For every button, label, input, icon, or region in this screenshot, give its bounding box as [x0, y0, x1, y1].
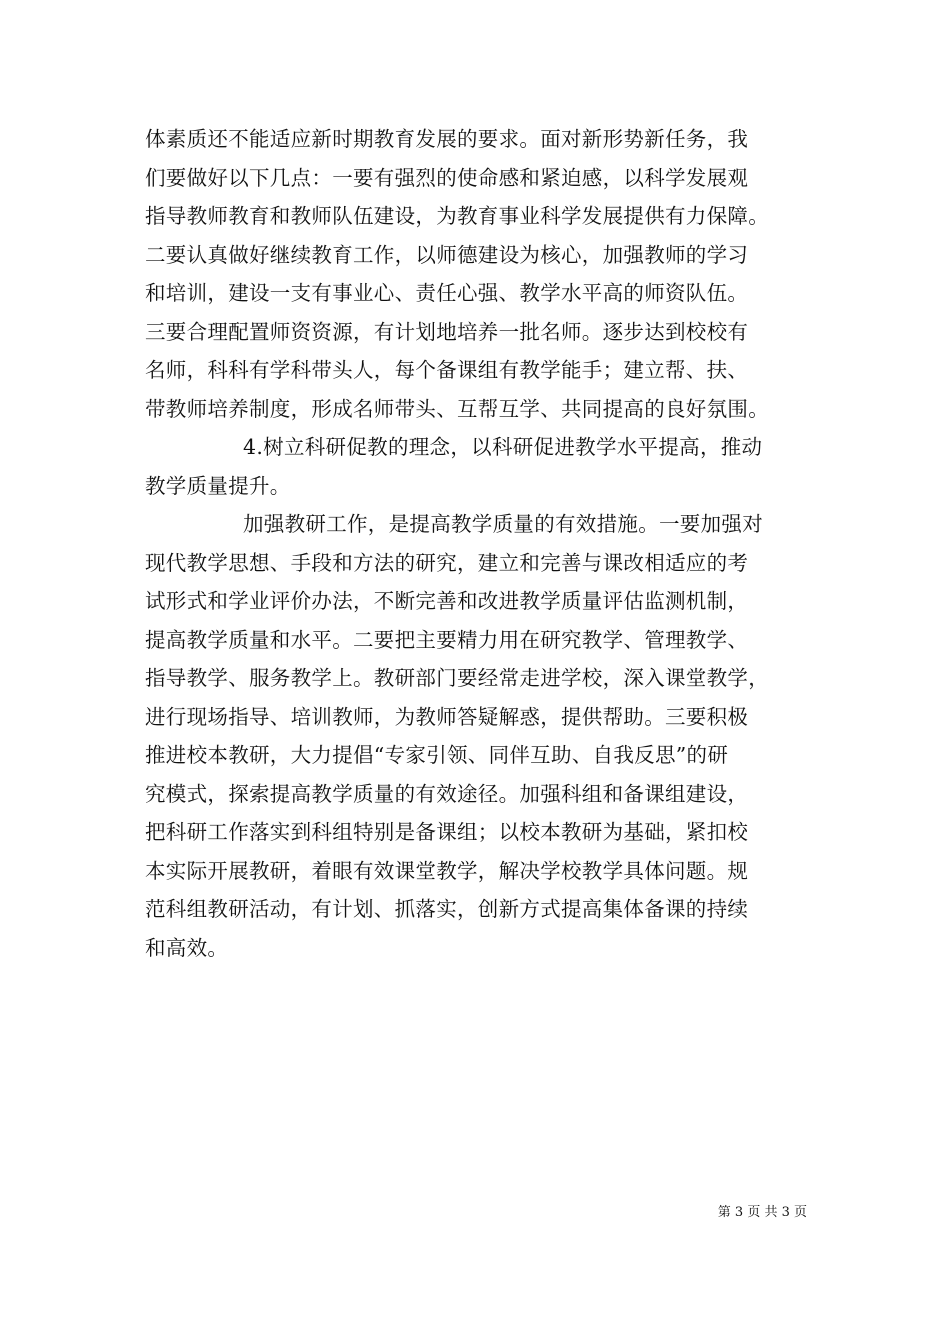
text-line: 试形式和学业评价办法，不断完善和改进教学质量评估监测机制，: [145, 589, 749, 613]
text-line: 名师，科科有学科带头人，每个备课组有教学能手；建立帮、扶、: [145, 358, 749, 382]
body-text: [145, 120, 825, 967]
text-line: 和高效。: [145, 935, 229, 960]
page-number-footer: 第 3 页 共 3 页: [717, 1205, 807, 1220]
text-line: 进行现场指导、培训教师，为教师答疑解惑，提供帮助。三要积极: [145, 704, 749, 729]
text-line: 带教师培养制度，形成名师带头、互帮互学、共同提高的良好氛围。: [145, 396, 769, 421]
text-line: 体素质还不能适应新时期教育发展的要求。面对新形势新任务，我: [145, 127, 749, 151]
text-line: 现代教学思想、手段和方法的研究，建立和完善与课改相适应的考: [145, 550, 749, 575]
text-line: 指导教学、服务教学上。教研部门要经常走进学校，深入课堂教学，: [145, 666, 769, 690]
text-line: 三要合理配置师资资源，有计划地培养一批名师。逐步达到校校有: [145, 319, 749, 344]
paragraph-first-line: 加强教研工作，是提高教学质量的有效措施。一要加强对: [243, 512, 763, 536]
text-line: 推进校本教研，大力提倡“专家引领、同伴互助、自我反思”的研: [145, 743, 729, 767]
section-heading-line: 教学质量提升。: [145, 473, 291, 498]
text-line: 和培训，建设一支有事业心、责任心强、教学水平高的师资队伍。: [145, 281, 749, 305]
text-line: 二要认真做好继续教育工作，以师德建设为核心，加强教师的学习: [145, 242, 749, 267]
text-line: 们要做好以下几点：一要有强烈的使命感和紧迫感，以科学发展观: [145, 165, 749, 190]
section-heading-line: 4.树立科研促教的理念，以科研促进教学水平提高，推动: [243, 435, 763, 459]
text-line: 把科研工作落实到科组特别是备课组；以校本教研为基础，紧扣校: [145, 820, 749, 844]
text-line: 指导教师教育和教师队伍建设，为教育事业科学发展提供有力保障。: [145, 204, 769, 228]
text-line: 究模式，探索提高教学质量的有效途径。加强科组和备课组建设，: [145, 781, 749, 806]
text-line: 本实际开展教研，着眼有效课堂教学，解决学校教学具体问题。规: [145, 858, 749, 883]
text-line: 提高教学质量和水平。二要把主要精力用在研究教学、管理教学、: [145, 627, 749, 652]
text-line: 范科组教研活动，有计划、抓落实，创新方式提高集体备课的持续: [145, 897, 749, 921]
